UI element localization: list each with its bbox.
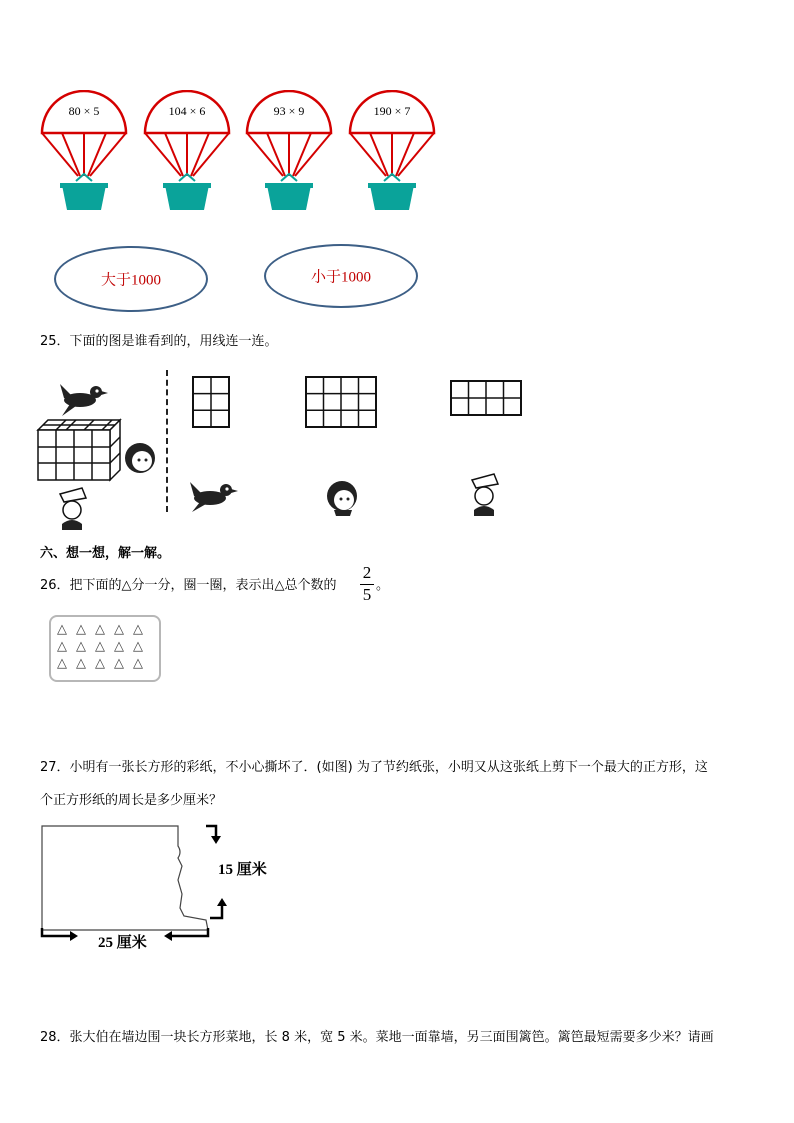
parachute-2[interactable] bbox=[143, 90, 231, 215]
question-28-text: 28．张大伯在墙边围一块长方形菜地，长 8 米，宽 5 米。菜地一面靠墙，另三面围篱笆。篱笆最短需要多少米？请画 bbox=[40, 1030, 714, 1045]
triangle-icon[interactable]: △ bbox=[114, 656, 124, 671]
triangle-icon[interactable]: △ bbox=[57, 656, 67, 671]
parachute-expression: 93 × 9 bbox=[273, 104, 305, 118]
width-label: 25 厘米 bbox=[98, 935, 147, 951]
bird-observer[interactable] bbox=[186, 478, 240, 518]
bird-icon bbox=[60, 384, 108, 416]
triangle-icon[interactable]: △ bbox=[114, 639, 124, 654]
fraction-denominator: 5 bbox=[362, 585, 372, 604]
height-label: 15 厘米 bbox=[218, 862, 267, 878]
triangle-icon[interactable]: △ bbox=[57, 639, 67, 654]
parachute-1[interactable] bbox=[40, 90, 128, 215]
torn-paper-shape bbox=[42, 826, 208, 930]
parachute-expression: 104 × 6 bbox=[168, 104, 206, 118]
girl-icon bbox=[125, 443, 155, 473]
less-than-1000-target[interactable] bbox=[264, 244, 418, 308]
question-27-line-1: 27．小明有一张长方形的彩纸，不小心撕坏了．(如图) 为了节约纸张，小明又从这张纸上剪下一个最大的正方形，这 bbox=[40, 760, 708, 775]
target-label: 大于1000 bbox=[100, 272, 161, 289]
triangle-icon[interactable]: △ bbox=[76, 656, 86, 671]
triangle-icon[interactable]: △ bbox=[76, 639, 86, 654]
greater-than-1000-target[interactable] bbox=[54, 246, 208, 312]
triangle-icon[interactable]: △ bbox=[95, 656, 105, 671]
triangle-box[interactable] bbox=[49, 615, 161, 682]
triangle-icon[interactable]: △ bbox=[95, 622, 105, 637]
fraction-numerator: 2 bbox=[362, 563, 372, 582]
parachute-expression: 190 × 7 bbox=[373, 104, 411, 118]
question-27-line-2: 个正方形纸的周长是多少厘米？ bbox=[40, 793, 223, 808]
triangle-icon[interactable]: △ bbox=[95, 639, 105, 654]
girl-observer[interactable] bbox=[324, 478, 360, 522]
bird-icon bbox=[186, 478, 240, 514]
view-b[interactable] bbox=[305, 376, 377, 432]
boy-icon bbox=[468, 472, 504, 518]
parachute-4[interactable] bbox=[348, 90, 436, 215]
question-25-text: 25．下面的图是谁看到的，用线连一连。 bbox=[40, 334, 278, 349]
question-26-prefix: 26．把下面的△分一分，圈一圈，表示出△总个数的 bbox=[40, 578, 337, 593]
question-26-text bbox=[40, 577, 337, 595]
triangle-icon[interactable]: △ bbox=[133, 656, 143, 671]
target-label: 小于1000 bbox=[310, 269, 371, 286]
triangle-icon[interactable]: △ bbox=[133, 622, 143, 637]
question-26-suffix: 。 bbox=[376, 578, 390, 593]
boy-observer[interactable] bbox=[468, 472, 504, 522]
parachute-3[interactable] bbox=[245, 90, 333, 215]
torn-paper-figure bbox=[36, 822, 286, 956]
girl-icon bbox=[324, 478, 360, 518]
triangle-icon[interactable]: △ bbox=[57, 622, 67, 637]
triangle-icon[interactable]: △ bbox=[76, 622, 86, 637]
triangle-icon[interactable]: △ bbox=[133, 639, 143, 654]
parachute-expression: 80 × 5 bbox=[68, 104, 100, 118]
view-c[interactable] bbox=[450, 380, 522, 420]
section-6-heading: 六、想一想，解一解。 bbox=[40, 546, 171, 561]
cube-stack-figure bbox=[30, 366, 170, 531]
view-a[interactable] bbox=[192, 376, 230, 432]
dashed-divider bbox=[166, 370, 170, 512]
triangle-icon[interactable]: △ bbox=[114, 622, 124, 637]
boy-icon bbox=[60, 488, 86, 530]
